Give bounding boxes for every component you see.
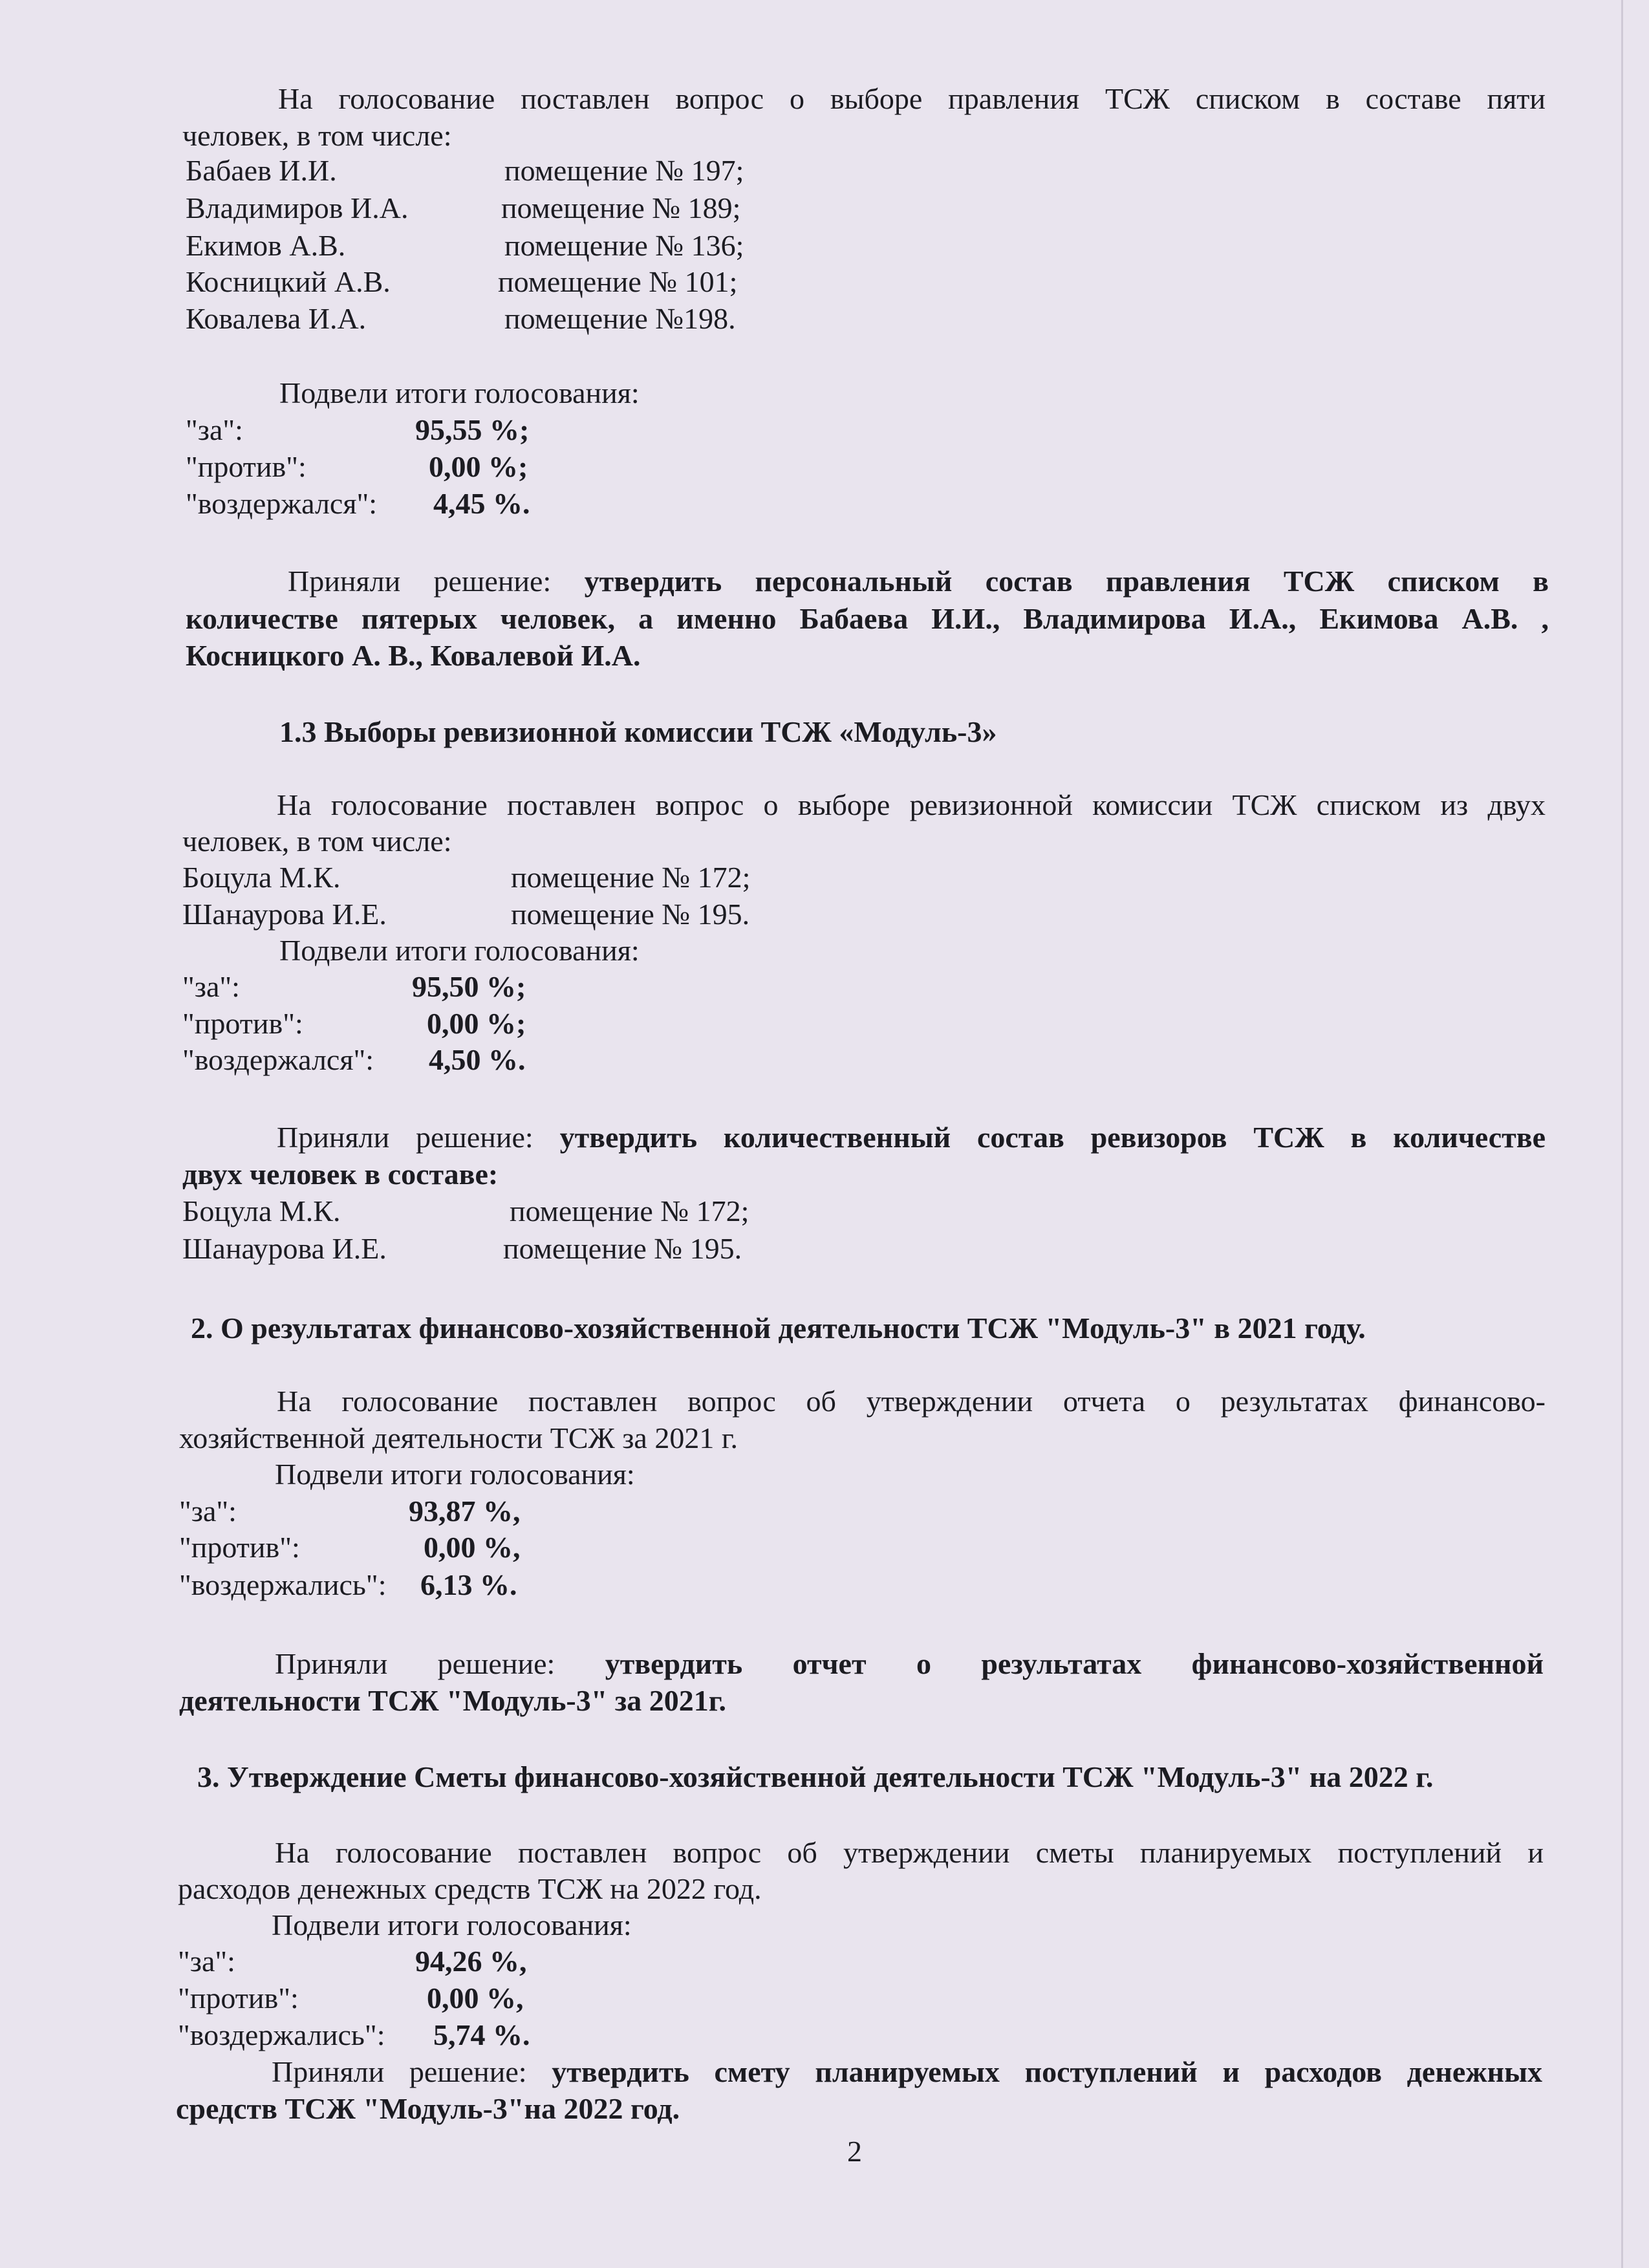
member-name: Боцула М.К. [182,1194,341,1227]
decision-prefix: Приняли решение: [277,1121,534,1154]
vote-summary-label: Подвели итоги голосования: [275,1458,635,1491]
decision-prefix: Приняли решение: [288,565,552,598]
vote-value: 94,26 %, [415,1945,527,1978]
vote-label: "воздержался": [186,487,378,520]
vote-label: "за": [178,1945,235,1978]
vote-value: 0,00 %, [424,1531,521,1564]
decision-text: утвердить количественный состав ревизоров ТСЖ в количестве [559,1121,1546,1154]
vote-summary-label: Подвели итоги голосования: [279,934,640,967]
finance-intro-line-1: На голосование поставлен вопрос об утверждении отчета о результатах финансово- [277,1385,1546,1418]
decision-text: утвердить смету планируемых поступлений и расходов денежных [552,2055,1543,2088]
vote-value: 6,13 %. [420,1568,517,1601]
audit-heading: 1.3 Выборы ревизионной комиссии ТСЖ «Модуль-3» [279,715,997,748]
member-name: Косницкий А.В. [186,265,391,298]
member-name: Екимов А.В. [186,229,346,262]
budget-intro-line-1: На голосование поставлен вопрос об утверждении сметы планируемых поступлений и [275,1836,1544,1869]
decision-prefix: Приняли решение: [272,2055,527,2088]
budget-decision-line-2: средств ТСЖ "Модуль-3"на 2022 год. [176,2092,680,2125]
vote-label: "против": [182,1007,303,1040]
vote-value: 5,74 %. [433,2018,530,2051]
board-decision-line-2: количестве пятерых человек, а именно Бабаева И.И., Владимирова И.А., Екимова А.В. , [186,602,1549,635]
member-name: Шанаурова И.Е. [182,1232,387,1265]
vote-label: "за": [182,970,240,1003]
member-room: помещение № 172; [511,861,751,894]
vote-value: 95,55 %; [415,413,530,446]
board-decision-line-3: Косницкого А. В., Ковалевой И.А. [186,639,641,672]
decision-text: утвердить отчет о результатах финансово-хозяйственной [605,1647,1544,1680]
member-name: Шанаурова И.Е. [182,898,387,931]
vote-label: "за": [179,1495,237,1528]
vote-label: "против": [178,1982,299,2014]
vote-label: "за": [186,413,243,446]
member-room: помещение № 172; [510,1194,749,1227]
member-name: Боцула М.К. [182,861,341,894]
audit-intro-line-1: На голосование поставлен вопрос о выборе ревизионной комиссии ТСЖ списком из двух [277,788,1546,821]
finance-heading: 2. О результатах финансово-хозяйственной деятельности ТСЖ "Модуль-3" в 2021 году. [191,1312,1366,1345]
budget-decision-line-1 [272,2055,1542,2090]
vote-value: 4,45 %. [433,487,530,520]
page-edge [1621,0,1623,2268]
vote-summary-label: Подвели итоги голосования: [279,376,640,409]
member-name: Ковалева И.А. [186,302,367,335]
vote-label: "воздержался": [182,1043,374,1076]
member-room: помещение № 189; [501,191,741,224]
budget-intro-line-2: расходов денежных средств ТСЖ на 2022 год. [178,1872,762,1905]
audit-intro-line-2: человек, в том числе: [182,825,452,858]
vote-summary-label: Подвели итоги голосования: [272,1908,632,1941]
finance-intro-line-2: хозяйственной деятельности ТСЖ за 2021 г. [179,1421,738,1454]
vote-value: 0,00 %; [429,450,528,483]
decision-prefix: Приняли решение: [275,1647,555,1680]
vote-label: "воздержались": [178,2018,385,2051]
board-decision-line-1 [288,564,1549,599]
member-name: Бабаев И.И. [186,154,337,187]
finance-decision-line-1 [275,1647,1544,1681]
vote-value: 4,50 %. [429,1043,526,1076]
vote-label: "против": [186,450,307,483]
member-room: помещение №198. [504,302,736,335]
vote-value: 0,00 %, [427,1982,524,2014]
member-name: Владимиров И.А. [186,191,409,224]
budget-heading: 3. Утверждение Сметы финансово-хозяйственной деятельности ТСЖ "Модуль-3" на 2022 г. [197,1760,1434,1793]
member-room: помещение № 101; [498,265,738,298]
member-room: помещение № 136; [504,229,744,262]
member-room: помещение № 195. [511,898,750,931]
member-room: помещение № 195. [503,1232,742,1265]
member-room: помещение № 197; [504,154,744,187]
audit-decision-line-2: двух человек в составе: [182,1158,499,1191]
vote-value: 95,50 %; [412,970,526,1003]
vote-value: 0,00 %; [427,1007,526,1040]
vote-label: "воздержались": [179,1568,387,1601]
decision-text: утвердить персональный состав правления ТСЖ списком в [584,565,1549,598]
page-number: 2 [847,2135,862,2168]
audit-decision-line-1 [277,1120,1546,1155]
finance-decision-line-2: деятельности ТСЖ "Модуль-3" за 2021г. [179,1684,726,1717]
vote-value: 93,87 %, [409,1495,521,1528]
board-intro-line-1: На голосование поставлен вопрос о выборе правления ТСЖ списком в составе пяти [278,82,1546,115]
vote-label: "против": [179,1531,300,1564]
board-intro-line-2: человек, в том числе: [182,119,452,152]
